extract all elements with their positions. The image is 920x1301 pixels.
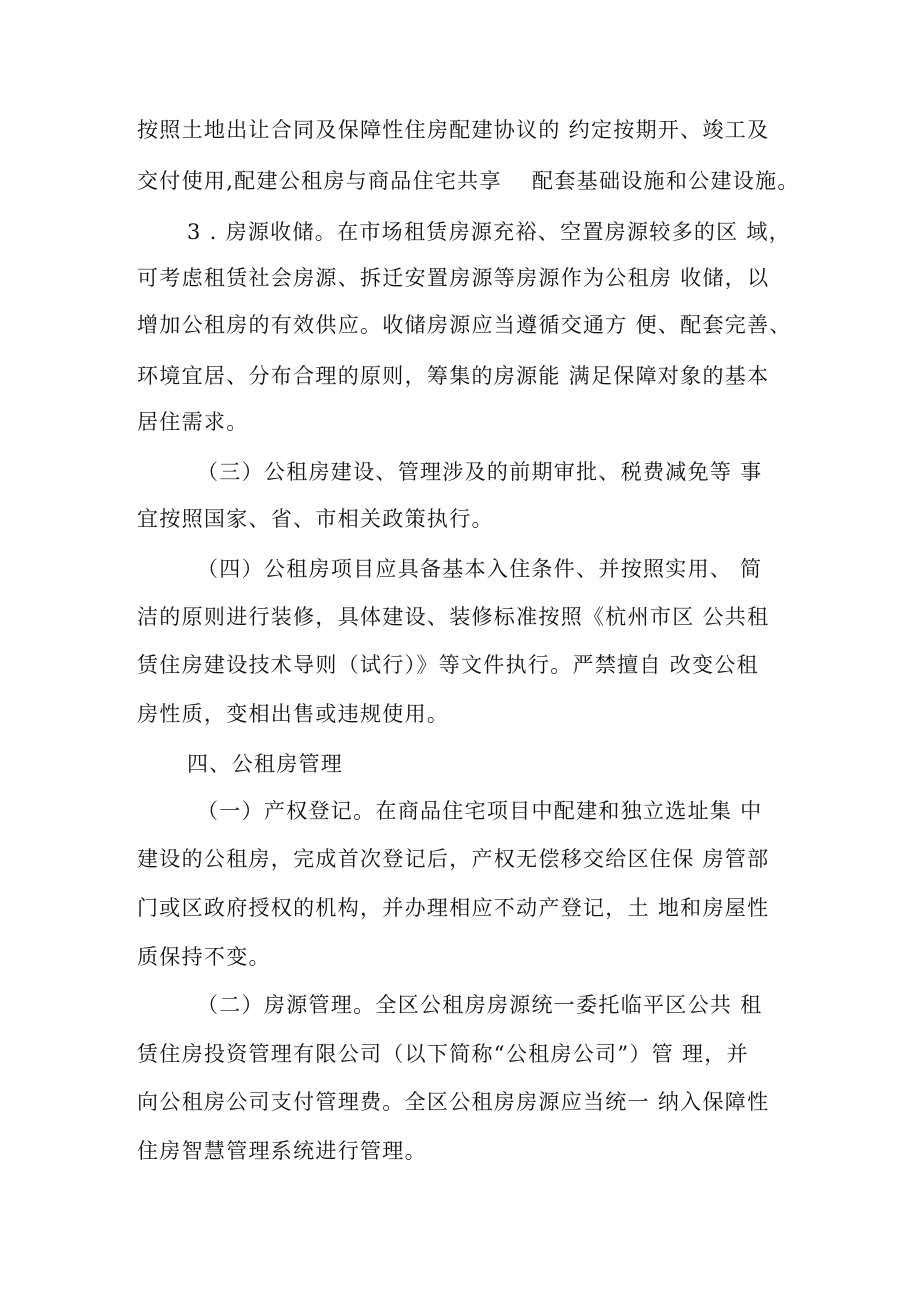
text-line-21: 向公租房公司支付管理费。全区公租房房源应当统一 纳入保障性 [137, 1090, 770, 1114]
text-line-4: 可考虑租赁社会房源、拆迁安置房源等房源作为公租房 收储，以 [137, 266, 770, 290]
text-line-1: 按照土地出让合同及保障性住房配建协议的 约定按期开、竣工及 [137, 118, 770, 142]
text-line-9: 宜按照国家、省、市相关政策执行。 [137, 507, 494, 531]
text-line-17: 门或区政府授权的机构，并办理相应不动产登记，土 地和房屋性 [137, 896, 770, 920]
text-line-5: 增加公租房的有效供应。收储房源应当遵循交通方 便、配套完善、 [137, 313, 792, 337]
text-line-22: 住房智慧管理系统进行管理。 [137, 1139, 427, 1163]
text-line-6: 环境宜居、分布合理的原则，筹集的房源能 满足保障对象的基本 [137, 364, 770, 388]
text-line-19: （二）房源管理。全区公租房房源统一委托临平区公共 租 [197, 993, 763, 1017]
text-line-10: （四）公租房项目应具备基本入住条件、并按照实用、 简 [197, 557, 763, 581]
text-line-12: 赁住房建设技术导则（试行）》等文件执行。严禁擅自 改变公租 [137, 653, 759, 677]
text-line-11: 洁的原则进行装修，具体建设、装修标准按照《杭州市区 公共租 [137, 605, 770, 629]
text-line-20: 赁住房投资管理有限公司（以下简称“公租房公司”）管 理，并 [137, 1042, 749, 1066]
text-line-16: 建设的公租房，完成首次登记后，产权无偿移交给区住保 房管部 [137, 847, 770, 871]
section-heading: 四、公租房管理 [187, 752, 344, 776]
text-line-3: 3 . 房源收储。在市场租赁房源充裕、空置房源较多的区 域， [187, 220, 792, 244]
text-line-7: 居住需求。 [137, 410, 249, 434]
text-line-2: 交付使用,配建公租房与商品住宅共享 配套基础设施和公建设施。 [137, 169, 800, 193]
text-line-15: （一）产权登记。在商品住宅项目中配建和独立选址集 中 [197, 799, 763, 823]
text-line-18: 质保持不变。 [137, 945, 271, 969]
text-line-13: 房性质，变相出售或违规使用。 [137, 702, 450, 726]
text-line-8: （三）公租房建设、管理涉及的前期审批、税费减免等 事 [197, 460, 763, 484]
